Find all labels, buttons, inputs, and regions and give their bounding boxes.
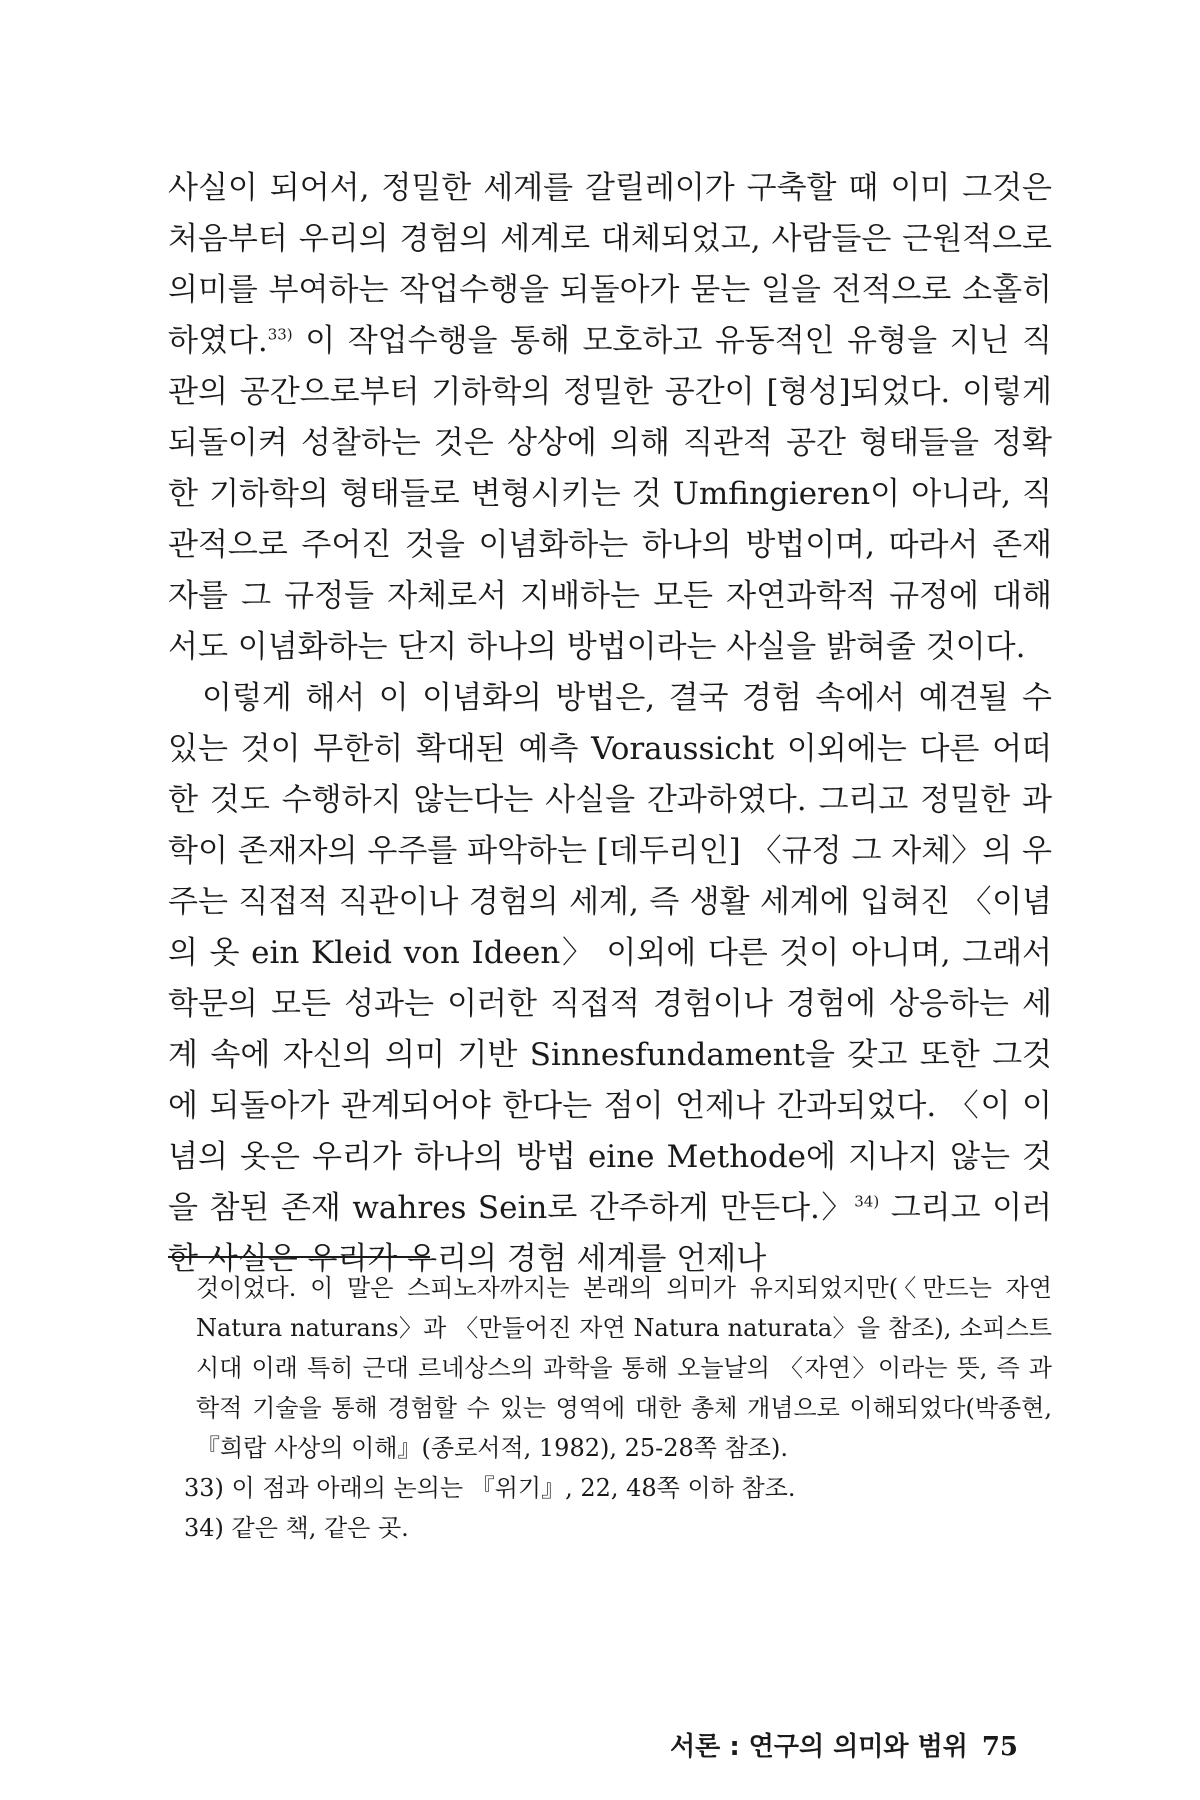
paragraph-1 (168, 163, 1052, 673)
footnote-ref-34[interactable]: 34) (854, 1192, 880, 1211)
footnotes (168, 1268, 1052, 1548)
footnote-ref-33[interactable]: 33) (267, 325, 293, 344)
footnote-33: 33) 이 점과 아래의 논의는 『위기』, 22, 48쪽 이하 참조. (184, 1474, 796, 1502)
body-text (168, 163, 1052, 1285)
page-number: 75 (981, 1732, 1018, 1762)
paragraph-1-text-a: 사실이 되어서, 정밀한 세계를 갈릴레이가 구축할 때 이미 그것은 처음부터 우리의 경험의 세계로 대체되었고, 사람들은 근원적으로 의미를 부여하는 작업수행을 되돌아가 묻는 일을 전적으로 소홀히 하였다. (168, 170, 1052, 359)
section-title: 서론 : 연구의 의미와 범위 (670, 1732, 968, 1762)
footnote-divider (168, 1256, 430, 1258)
paragraph-1-text-b: 이 작업수행을 통해 모호하고 유동적인 유형을 지닌 직관의 공간으로부터 기하학의 정밀한 공간이 [형성]되었다. 이렇게 되돌이켜 성찰하는 것은 상상에 의해 직관적 공간 형태들을 정확한 기하학의 형태들로 변형시키는 것 Umfingieren이 아니라, 직관적으로 주어진 것을 이념화하는 하나의 방법이며, 따라서 존재자를 그 규정들 자체로서 지배하는 모든 자연과학적 규정에 대해서도 이념화하는 단지 하나의 방법이라는 사실을 밝혀줄 것이다. (168, 323, 1052, 665)
running-footer (670, 1726, 1018, 1763)
paragraph-2 (168, 673, 1052, 1285)
footnote-continuation: 것이었다. 이 말은 스피노자까지는 본래의 의미가 유지되었지만(〈만드는 자연 Natura naturans〉과 〈만들어진 자연 Natura naturata〉을 참조), 소피스트 시대 이래 특히 근대 르네상스의 과학을 통해 오늘날의 〈자연〉이라는 뜻, 즉 과학적 기술을 통해 경험할 수 있는 영역에 대한 총체 개념으로 이해되었다(박종현, 『희랍 사상의 이해』(종로서적, 1982), 25-28쪽 참조). (196, 1274, 1052, 1462)
paragraph-2-text-a: 이렇게 해서 이 이념화의 방법은, 결국 경험 속에서 예견될 수 있는 것이 무한히 확대된 예측 Voraussicht 이외에는 다른 어떠한 것도 수행하지 않는다는 사실을 간과하였다. 그리고 정밀한 과학이 존재자의 우주를 파악하는 [데두리인] 〈규정 그 자체〉의 우주는 직접적 직관이나 경험의 세계, 즉 생활 세계에 입혀진 〈이념의 옷 ein Kleid von Ideen〉 이외에 다른 것이 아니며, 그래서 학문의 모든 성과는 이러한 직접적 경험이나 경험에 상응하는 세계 속에 자신의 의미 기반 Sinnesfundament을 갖고 또한 그것에 되돌아가 관계되어야 한다는 점이 언제나 간과되었다. 〈이 이념의 옷은 우리가 하나의 방법 eine Methode에 지나지 않는 것을 참된 존재 wahres Sein로 간주하게 만든다.〉 (168, 680, 1053, 1226)
footnote-34: 34) 같은 책, 같은 곳. (184, 1514, 409, 1542)
paragraph-2-text-b: 그리고 이러한 사실은 우리가 우리의 경험 세계를 언제나 (168, 1190, 1052, 1277)
